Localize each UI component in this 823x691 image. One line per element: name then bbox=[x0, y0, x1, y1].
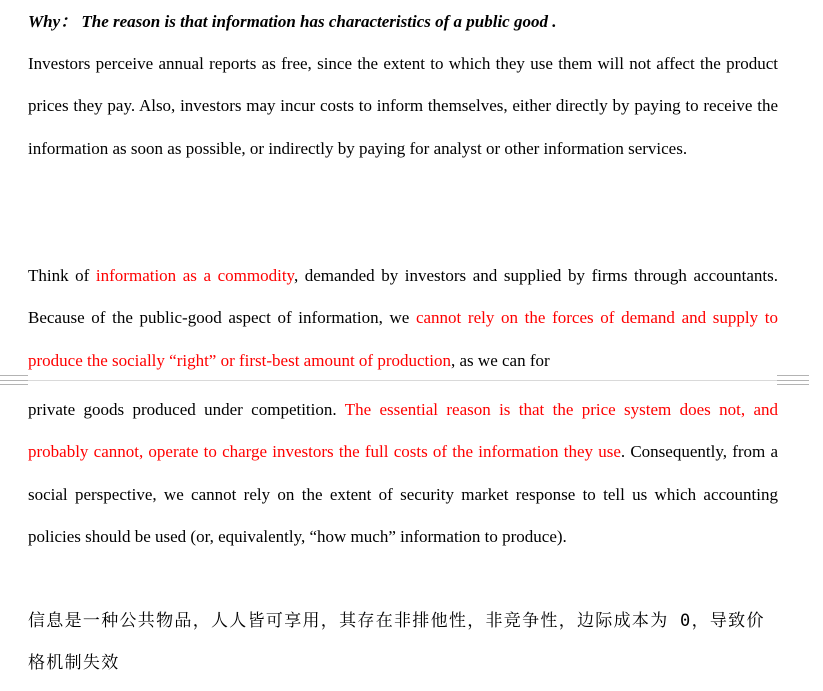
highlight-price-system: The essential reason is that the price system does not, and probably cannot, operate to charge investors the full costs of the information they use bbox=[28, 400, 779, 462]
paragraph-commodity-part2 bbox=[28, 389, 778, 558]
text-run: . Consequently, from a social perspective, we cannot rely on the extent of security market response to tell us which accounting policies should be used (or, equivalently, “how much” information to produce). bbox=[28, 442, 778, 546]
text-run: , as we can for bbox=[451, 350, 550, 370]
paragraph-investors: Investors perceive annual reports as free, since the extent to which they use them will not affect the product prices they pay. Also, investors may incur costs to inform themselves, either directly by paying to receive the information as soon as possible, or indirectly by paying for analyst or other information services. bbox=[28, 54, 778, 158]
text-run: , demanded by investors and supplied by firms through accountants. Because of the public-good aspect of information, we bbox=[28, 266, 778, 328]
page-break-left-marker bbox=[0, 375, 28, 385]
highlight-demand-supply: cannot rely on the forces of demand and supply to produce the socially “right” or first-best amount of production bbox=[28, 308, 778, 370]
paragraph-commodity-part1 bbox=[28, 255, 778, 382]
chinese-note: 信息是一种公共物品，人人皆可享用，其存在非排他性，非竞争性，边际成本为 0，导致价格机制失效 bbox=[28, 611, 765, 673]
heading-why: Why： The reason is that information has characteristics of a public good . bbox=[28, 12, 557, 31]
highlight-commodity: information as a commodity bbox=[95, 266, 294, 285]
text-run: Think of bbox=[28, 266, 96, 285]
text-run: private goods produced under competition. bbox=[28, 400, 345, 419]
page-break-right-marker bbox=[777, 375, 809, 385]
page-break-separator bbox=[0, 375, 823, 387]
page-break-line bbox=[28, 380, 779, 381]
